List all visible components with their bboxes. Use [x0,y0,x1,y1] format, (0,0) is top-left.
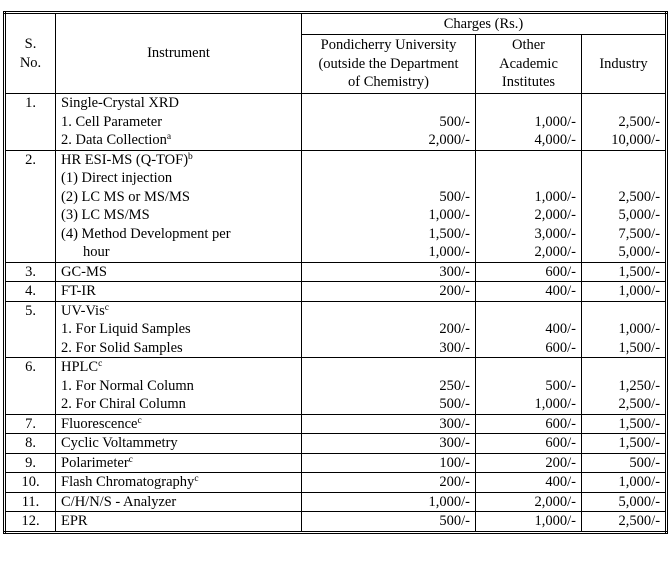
value: 300/- [439,339,470,356]
value: 5,000/- [618,207,661,223]
value: 1,000/- [534,188,576,205]
value: 1,000/- [534,113,576,130]
value: 600/- [545,339,576,356]
footnote-mark: a [166,132,172,142]
cell-pu: 100/- [302,453,476,473]
row-title-text: Polarimeter [61,454,129,471]
value: 1,500/- [428,225,470,242]
row-item: (4) Method Development per [61,225,231,242]
cell-pu: 200/- [302,282,476,302]
row-instrument [56,414,302,434]
row-title: Single-Crystal XRD [61,95,180,111]
row-instrument [56,150,302,262]
table-row [5,414,667,434]
value: 5,000/- [618,244,661,260]
row-sno: 11. [5,492,56,512]
table-row [5,301,667,358]
row-sno: 6. [5,358,56,415]
row-instrument: GC-MS [56,262,302,282]
value: 10,000/- [611,132,661,148]
row-sno: 7. [5,414,56,434]
cell-pu: 500/- [302,512,476,533]
cell-industry [582,301,667,358]
header-industry: Industry [582,35,667,94]
cell-other: 600/- [476,434,582,454]
header-sno [5,13,56,94]
row-sno: 3. [5,262,56,282]
cell-industry [582,94,667,151]
charges-table [3,11,668,534]
header-pu-line: of Chemistry) [348,74,429,91]
row-sno: 2. [5,150,56,262]
header-pu [302,35,476,94]
header-row-1 [5,13,667,35]
row-instrument [56,94,302,151]
row-item: hour [83,244,110,260]
row-title-text: HR ESI-MS (Q-TOF) [61,151,189,168]
cell-industry: 1,000/- [582,473,667,493]
value: 2,500/- [618,188,661,205]
row-item: 2. For Solid Samples [61,339,183,356]
value: 1,250/- [618,377,661,394]
value: 400/- [545,321,576,337]
value: 1,000/- [534,396,576,412]
row-sno: 5. [5,301,56,358]
row-item: 1. For Normal Column [61,377,194,394]
value: 1,000/- [428,244,470,260]
table-row [5,94,667,151]
row-sno: 9. [5,453,56,473]
value: 2,500/- [618,396,661,412]
cell-other: 200/- [476,453,582,473]
header-pu-line: Pondicherry University [320,37,457,54]
row-instrument [56,358,302,415]
value: 500/- [439,188,470,205]
cell-other: 400/- [476,473,582,493]
cell-industry: 5,000/- [582,492,667,512]
table-row [5,358,667,415]
row-sno: 4. [5,282,56,302]
row-sno: 8. [5,434,56,454]
row-item: (3) LC MS/MS [61,207,150,223]
cell-pu: 300/- [302,262,476,282]
row-instrument [56,453,302,473]
table-row [5,512,667,533]
row-item: (2) LC MS or MS/MS [61,188,190,205]
value: 2,000/- [534,244,576,260]
cell-other [476,358,582,415]
value: 500/- [439,396,470,412]
table-row [5,453,667,473]
table-row [5,282,667,302]
table-row [5,262,667,282]
value: 1,000/- [428,207,470,223]
header-sno-line: No. [19,54,42,71]
header-other-line: Academic [499,55,558,72]
value: 250/- [439,377,470,394]
row-title [61,151,296,170]
cell-pu: 300/- [302,434,476,454]
row-title [61,302,296,321]
header-pu-line: (outside the Department [318,55,459,72]
cell-industry: 1,500/- [582,434,667,454]
header-other-line: Other [511,37,545,54]
row-title-text: UV-Vis [61,302,105,319]
row-item-text: 2. Data Collection [61,132,167,148]
cell-industry [582,150,667,262]
cell-other: 600/- [476,414,582,434]
row-title-text: HPLC [61,359,99,375]
cell-pu [302,150,476,262]
value: 1,500/- [618,339,661,356]
header-sno-line: S. [24,36,37,52]
row-item: (1) Direct injection [61,170,173,186]
value: 7,500/- [618,225,661,242]
value: 2,000/- [428,132,470,148]
cell-other: 1,000/- [476,512,582,533]
cell-pu: 200/- [302,473,476,493]
value: 2,500/- [618,113,661,130]
row-title-text: Flash Chromatography [61,474,195,490]
cell-other: 600/- [476,262,582,282]
footnote-mark: c [104,302,109,313]
footnote-mark: c [98,359,103,369]
value: 2,000/- [534,207,576,223]
cell-pu: 300/- [302,414,476,434]
cell-pu [302,301,476,358]
cell-other: 400/- [476,282,582,302]
cell-other [476,301,582,358]
row-instrument: FT-IR [56,282,302,302]
footnote-mark: c [137,415,142,426]
row-item: 2. For Chiral Column [61,396,186,412]
cell-other: 2,000/- [476,492,582,512]
row-sno: 10. [5,473,56,493]
row-instrument: Cyclic Voltammetry [56,434,302,454]
row-item [61,131,296,150]
header-instrument: Instrument [56,13,302,94]
cell-industry [582,358,667,415]
cell-industry: 1,500/- [582,262,667,282]
cell-industry: 500/- [582,453,667,473]
value: 500/- [545,377,576,394]
table-row [5,473,667,493]
header-charges: Charges (Rs.) [302,13,667,35]
row-title-text: Fluorescence [61,415,138,432]
header-other-line: Institutes [501,74,556,91]
cell-pu [302,358,476,415]
value: 4,000/- [534,132,576,148]
row-instrument [56,473,302,493]
value: 200/- [439,321,470,337]
row-sno: 12. [5,512,56,533]
value: 3,000/- [534,225,576,242]
row-instrument [56,301,302,358]
table-row [5,150,667,262]
footnote-mark: c [128,454,133,465]
row-item: 1. For Liquid Samples [61,321,191,337]
cell-industry: 2,500/- [582,512,667,533]
cell-industry: 1,000/- [582,282,667,302]
value: 1,000/- [618,321,661,337]
header-other [476,35,582,94]
footnote-mark: c [194,474,199,484]
cell-other [476,150,582,262]
cell-pu: 1,000/- [302,492,476,512]
cell-industry: 1,500/- [582,414,667,434]
table-row [5,434,667,454]
row-item: 1. Cell Parameter [61,113,163,130]
table-row [5,492,667,512]
row-sno: 1. [5,94,56,151]
cell-pu [302,94,476,151]
row-instrument: EPR [56,512,302,533]
footnote-mark: b [188,151,193,162]
cell-other [476,94,582,151]
value: 500/- [439,113,470,130]
row-title [61,358,296,377]
row-instrument: C/H/N/S - Analyzer [56,492,302,512]
